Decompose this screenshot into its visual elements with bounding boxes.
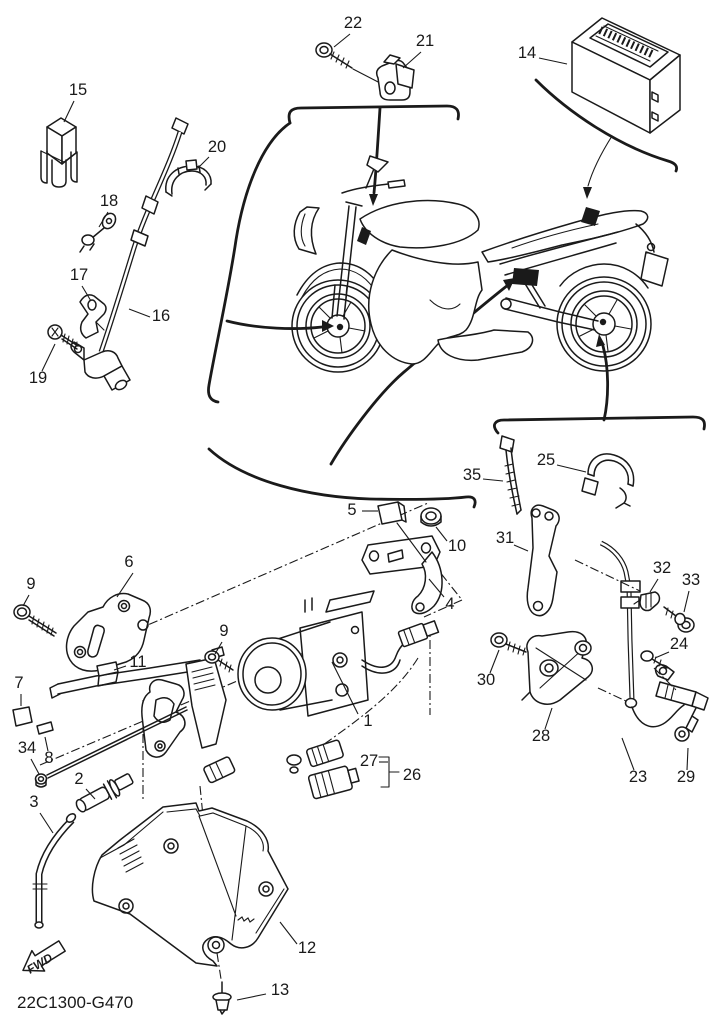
part-20-clamp <box>166 160 211 196</box>
callout-leader-20 <box>198 157 209 168</box>
part-callout-2: 2 <box>74 770 84 788</box>
part-31-bracket <box>527 505 559 615</box>
part-callout-12: 12 <box>297 939 317 957</box>
callout-leader-13 <box>237 994 266 1000</box>
part-callout-3: 3 <box>29 793 39 811</box>
part-callout-34: 34 <box>17 739 37 757</box>
part-12-guard <box>92 803 288 966</box>
part-callout-13: 13 <box>270 981 290 999</box>
callout-leader-31 <box>514 545 528 551</box>
callout-leader-23 <box>622 738 634 770</box>
callout-leader-32 <box>650 579 658 592</box>
part-26-connector <box>308 764 361 800</box>
callout-leader-35 <box>483 479 503 481</box>
part-callout-8: 8 <box>44 749 54 767</box>
part-35-cable-tie <box>500 436 521 514</box>
part-25-clamp <box>582 454 634 508</box>
part-10-nut <box>421 508 441 526</box>
part-22-bolt <box>316 43 382 84</box>
part-callout-14: 14 <box>517 44 537 62</box>
part-callout-30: 30 <box>476 671 496 689</box>
part-callout-23: 23 <box>628 768 648 786</box>
part-callout-6: 6 <box>124 553 134 571</box>
fwd-label: FWD <box>24 950 55 977</box>
fwd-arrow <box>17 936 69 981</box>
callout-leader-14 <box>539 58 567 64</box>
part-34-nut <box>36 774 47 787</box>
part-callout-22: 22 <box>343 14 363 32</box>
part-callout-19: 19 <box>28 369 48 387</box>
part-callout-26: 26 <box>402 766 422 784</box>
part-4-bracket <box>362 536 442 614</box>
part-callout-33: 33 <box>681 571 701 589</box>
callout-leader-10 <box>436 527 447 541</box>
callout-leader-3 <box>40 813 53 833</box>
callout-leader-24 <box>655 652 669 658</box>
part-callout-5: 5 <box>347 501 357 519</box>
part-29-ring-terminal <box>675 708 698 741</box>
callout-leader-21 <box>403 52 421 68</box>
callout-leader-9 <box>23 595 29 606</box>
part-11-damper <box>97 662 118 686</box>
diagram-code: 22C1300-G470 <box>17 993 134 1012</box>
part-callout-9: 9 <box>219 622 229 640</box>
part-15-relay <box>41 118 77 187</box>
callout-leader-28 <box>545 708 552 729</box>
part-30-bolt <box>491 633 526 655</box>
callout-leader-25 <box>557 465 586 472</box>
callout-leader-34 <box>31 759 39 774</box>
part-callout-16: 16 <box>151 307 171 325</box>
part-14-ecu <box>572 18 680 133</box>
part-16-front-sensor-cable <box>71 118 188 391</box>
part-callout-18: 18 <box>99 192 119 210</box>
callout-leader-22 <box>334 34 350 47</box>
callout-leader-19 <box>42 344 55 371</box>
part-callout-21: 21 <box>415 32 435 50</box>
part-callout-31: 31 <box>495 529 515 547</box>
part-callout-15: 15 <box>68 81 88 99</box>
part-21-bracket <box>377 55 414 100</box>
rear-wheel <box>557 277 651 371</box>
part-callout-24: 24 <box>669 635 689 653</box>
callout-leader-15 <box>64 101 74 122</box>
part-callout-20: 20 <box>207 138 227 156</box>
part-28-sensor-holder <box>522 632 592 705</box>
part-callout-35: 35 <box>462 466 482 484</box>
part-7-damper <box>13 707 32 726</box>
part-callout-1: 1 <box>363 712 373 730</box>
part-callout-17: 17 <box>69 266 89 284</box>
callout-leader-30 <box>490 650 499 673</box>
part-callout-4: 4 <box>445 595 455 613</box>
callout-leader-29 <box>687 748 688 770</box>
part-callout-29: 29 <box>676 768 696 786</box>
part-13-rivet <box>213 982 231 1014</box>
part-callout-7: 7 <box>14 674 24 692</box>
part-24-rear-sensor <box>641 651 708 710</box>
part-27-connector <box>306 739 344 767</box>
callout-leader-33 <box>684 591 689 612</box>
part-callout-9: 9 <box>26 575 36 593</box>
callout-leader-16 <box>129 309 150 317</box>
part-callout-10: 10 <box>447 537 467 555</box>
callout-leader-12 <box>280 922 297 944</box>
part-callout-32: 32 <box>652 559 672 577</box>
part-callout-27: 27 <box>359 752 379 770</box>
part-33-bolt <box>664 607 694 632</box>
part-9-bolt-left <box>14 605 56 636</box>
part-callout-28: 28 <box>531 727 551 745</box>
part-callout-11: 11 <box>129 653 147 671</box>
motorcycle-illustration <box>292 156 668 372</box>
part-18-clamp-bolt <box>80 211 118 252</box>
part-callout-25: 25 <box>536 451 556 469</box>
part-17-stay <box>80 295 106 338</box>
part-3-tube <box>33 812 77 928</box>
